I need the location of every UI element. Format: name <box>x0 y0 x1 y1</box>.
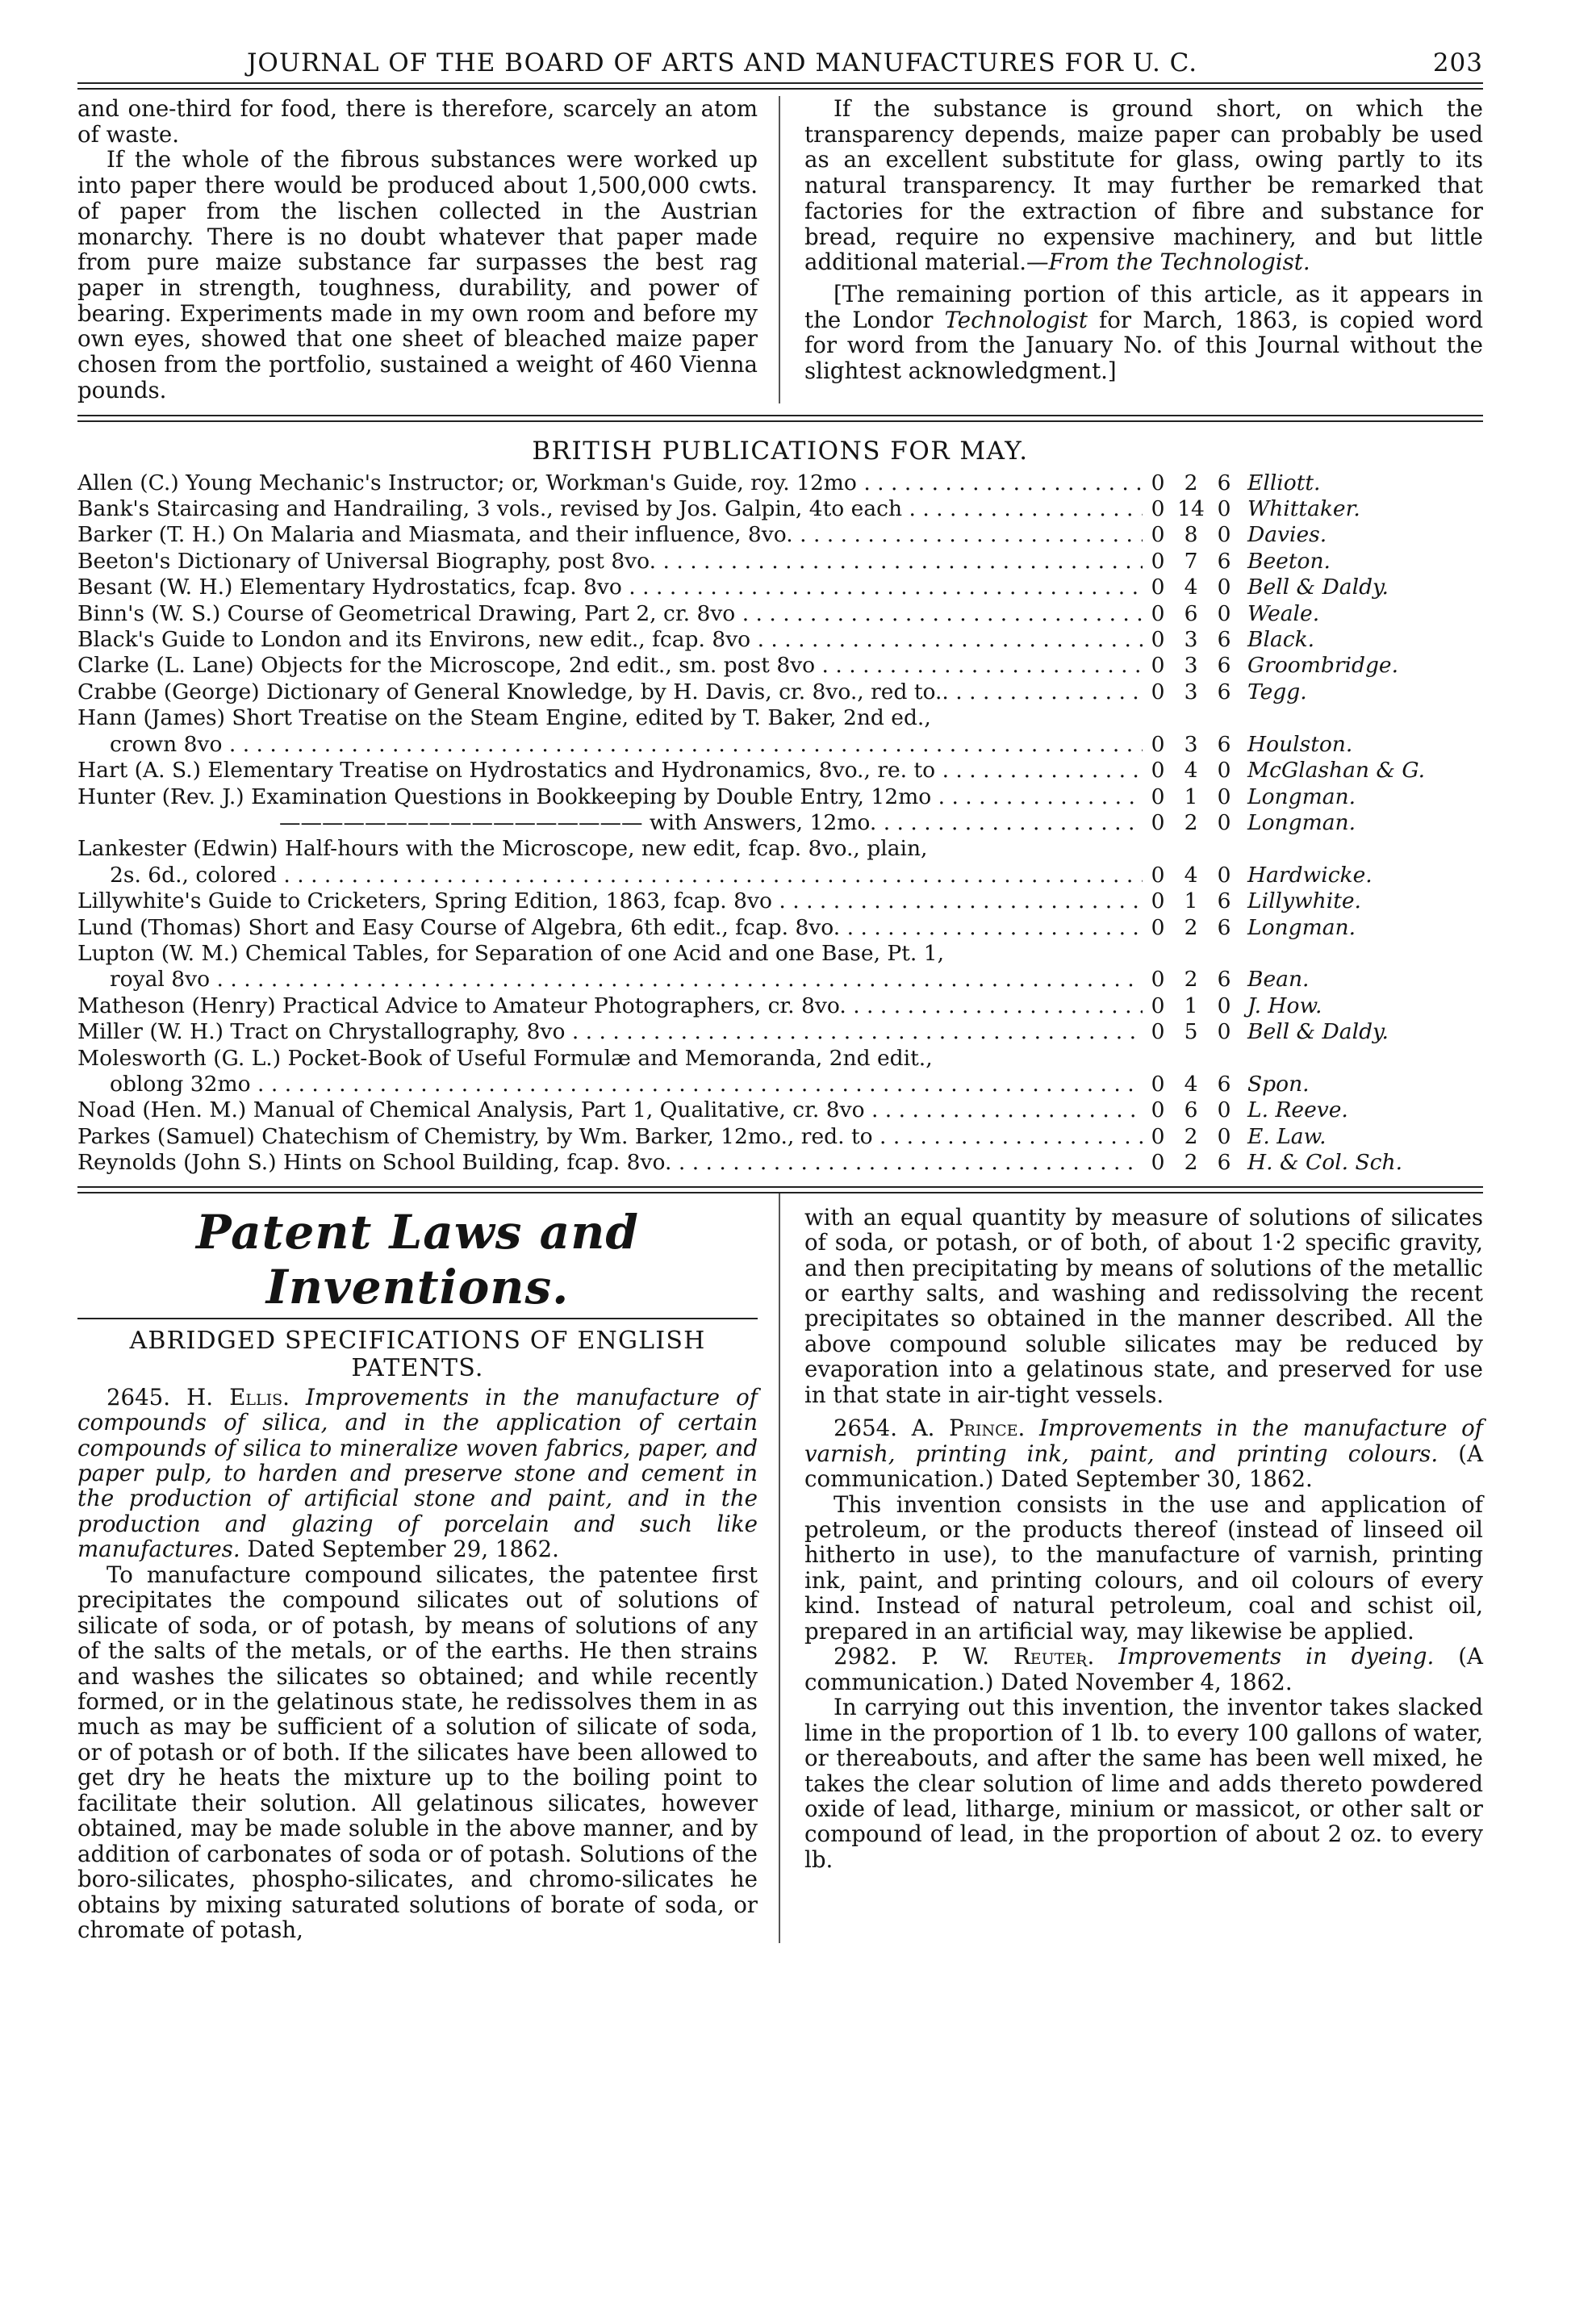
publisher-name: H. & Col. Sch. <box>1247 1150 1403 1176</box>
price-pence: 6 <box>1217 1150 1231 1176</box>
journal-title: JOURNAL OF THE BOARD OF ARTS AND MANUFACTURES FOR U. C. <box>247 48 1198 77</box>
publication-title: Matheson (Henry) Practical Advice to Amateur Photographers, cr. 8vo. . . . <box>77 993 1143 1019</box>
publisher-name <box>1239 1046 1247 1072</box>
patent-2654-heading: 2654. A. Prince. Improvements in the manufacture of varnish, printing ink, paint, and printing colours. (A communication.) Dated September 30, 1862. <box>804 1415 1483 1493</box>
patent-2645-continued: with an equal quantity by measure of solutions of silicates of soda, or potash, or of both, of about 1·2 specific gravity, and then precipitating by means of solutions of the metallic or earthy salts, and washing and redissolving the recent precipitates so obtained in the manner described. All the above compound soluble silicates may be reduced by evaporation into a gelatinous state, and preserved for use in that state in air-tight vessels. <box>804 1203 1483 1408</box>
price-shillings <box>1173 941 1209 967</box>
price-pence <box>1209 1046 1239 1072</box>
price-pounds: 0 <box>1151 1071 1165 1097</box>
publications-list <box>77 470 1483 1177</box>
publication-entry <box>77 863 1483 888</box>
price-shillings: 3 <box>1184 653 1198 679</box>
page-number: 203 <box>1432 48 1483 77</box>
price-pounds: 0 <box>1151 496 1165 522</box>
price-pounds: 0 <box>1151 809 1165 835</box>
publisher-name <box>1239 705 1247 731</box>
publication-title: Molesworth (G. L.) Pocket-Book of Useful Formulæ and Memoranda, 2nd edit., <box>77 1045 933 1071</box>
publication-title: Lund (Thomas) Short and Easy Course of Algebra, 6th edit., fcap. 8vo. . . . <box>77 915 1143 941</box>
publication-title: oblong 32mo . . . <box>77 1072 1143 1097</box>
patent-section-title: Patent Laws and Inventions. <box>196 1204 639 1315</box>
publication-entry <box>77 705 1483 731</box>
publication-title: Reynolds (John S.) Hints on School Building, fcap. 8vo. . . . <box>77 1150 1143 1176</box>
publications-heading: BRITISH PUBLICATIONS FOR MAY. <box>532 436 1029 466</box>
publication-entry <box>77 627 1483 653</box>
price-shillings: 2 <box>1184 914 1198 940</box>
article-paragraph: and one-third for food, there is therefore, scarcely an atom of waste. <box>77 95 758 148</box>
patents-subheading: ABRIDGED SPECIFICATIONS OF ENGLISH PATENTS. <box>129 1326 706 1383</box>
section-rule <box>77 415 1483 422</box>
price-shillings: 8 <box>1184 522 1198 548</box>
price-pounds <box>1143 941 1173 967</box>
price-pence: 0 <box>1217 496 1231 522</box>
price-pounds: 0 <box>1151 967 1165 993</box>
publication-entry <box>77 522 1483 548</box>
publication-title: Lillywhite's Guide to Cricketers, Spring Edition, 1863, fcap. 8vo . . . <box>77 888 1143 914</box>
publisher-name: Bell & Daldy. <box>1247 1019 1389 1045</box>
publication-entry <box>77 1019 1483 1045</box>
publication-entry <box>77 549 1483 575</box>
british-publications <box>77 437 1483 1177</box>
publication-title: Allen (C.) Young Mechanic's Instructor; or, Workman's Guide, roy. 12mo . . . <box>77 470 1143 496</box>
price-shillings: 5 <box>1184 1019 1198 1045</box>
publication-title: Miller (W. H.) Tract on Chrystallography, 8vo . . . <box>77 1019 1143 1045</box>
publisher-name: Spon. <box>1247 1071 1310 1097</box>
price-shillings: 2 <box>1184 1123 1198 1149</box>
price-pence: 0 <box>1217 1019 1231 1045</box>
publisher-name: Hardwicke. <box>1247 862 1373 888</box>
publisher-name <box>1239 941 1247 967</box>
publication-entry <box>77 967 1483 993</box>
price-shillings: 4 <box>1184 758 1198 784</box>
price-pounds: 0 <box>1151 1097 1165 1123</box>
publication-title: crown 8vo . . . <box>77 732 1143 758</box>
editor-note: [The remaining portion of this article, as it appears in the Londor Technologist for March, 1863, is copied word for word from the January No. of this Journal without the slightest acknowledgment.] <box>804 281 1483 385</box>
price-shillings: 6 <box>1184 1097 1198 1123</box>
price-pence <box>1209 941 1239 967</box>
publication-entry <box>77 1097 1483 1123</box>
publication-title: Noad (Hen. M.) Manual of Chemical Analysis, Part 1, Qualitative, cr. 8vo . . . <box>77 1097 1143 1123</box>
publication-title: Barker (T. H.) On Malaria and Miasmata, and their influence, 8vo. . . . <box>77 522 1143 548</box>
maize-paper-article <box>77 96 1483 403</box>
section-rule <box>77 1186 1483 1193</box>
price-pounds <box>1143 1046 1173 1072</box>
price-pounds: 0 <box>1151 1123 1165 1149</box>
publication-title: royal 8vo . . . <box>77 967 1143 993</box>
publisher-name: Longman. <box>1247 809 1356 835</box>
publisher-name: Lillywhite. <box>1247 888 1361 914</box>
patent-right-column <box>780 1193 1483 1943</box>
price-pounds: 0 <box>1151 993 1165 1018</box>
price-pence: 6 <box>1217 548 1231 574</box>
title-rule <box>77 1318 758 1319</box>
price-pounds: 0 <box>1151 758 1165 784</box>
price-pence: 0 <box>1217 758 1231 784</box>
price-shillings: 7 <box>1184 548 1198 574</box>
publication-entry <box>77 784 1483 810</box>
price-shillings <box>1173 1046 1209 1072</box>
article-left-column <box>77 96 780 403</box>
publication-entry <box>77 915 1483 941</box>
price-pounds: 0 <box>1151 653 1165 679</box>
publisher-name: Weale. <box>1247 600 1320 626</box>
publisher-name <box>1239 836 1247 862</box>
price-pence <box>1209 836 1239 862</box>
publication-title: Binn's (W. S.) Course of Geometrical Drawing, Part 2, cr. 8vo . . . <box>77 601 1143 627</box>
publisher-name: E. Law. <box>1247 1123 1327 1149</box>
patent-2654-body: This invention consists in the use and application of petroleum, or the products thereof (instead of linseed oil hitherto in use), to the manufacture of varnish, printing ink, paint, and printing colours, and oil colours of every kind. Instead of natural petroleum, coal and schist oil, prepared in an artificial way, may likewise be applied. <box>804 1490 1483 1645</box>
patent-2645-body: To manufacture compound silicates, the patentee first precipitates the compound silicates out of solutions of silicate of soda, or of potash, by means of solutions of any of the salts of the metals, or of the earths. He then strains and washes the silicates so obtained; and while recently formed, or in the gelatinous state, he redissolves them in as much as may be sufficient of a solution of silicate of soda, or of potash or of both. If the silicates have been allowed to get dry he heats the mixture up to the boiling point to facilitate their solution. All gelatinous silicates, however obtained, may be made soluble in the above manner, and by addition of carbonates of soda or of potash. Solutions of the boro-silicates, phospho-silicates, and chromo-silicates he obtains by mixing saturated solutions of borate of soda, or chromate of potash, <box>77 1561 758 1944</box>
publication-entry <box>77 1072 1483 1097</box>
price-pence: 0 <box>1217 809 1231 835</box>
publication-entry <box>77 993 1483 1019</box>
price-pence: 6 <box>1217 888 1231 914</box>
price-pence <box>1209 705 1239 731</box>
patent-2982-body: In carrying out this invention, the inventor takes slacked lime in the proportion of 1 lb. to every 100 gallons of water, or thereabouts, and after the same has been well mixed, he takes the clear solution of lime and adds thereto powdered oxide of lead, litharge, minium or massicot, or other salt or compound of lead, in the proportion of about 2 oz. to every lb. <box>804 1694 1483 1873</box>
price-shillings <box>1173 836 1209 862</box>
publication-title: Lupton (W. M.) Chemical Tables, for Separation of one Acid and one Base, Pt. 1, <box>77 940 945 966</box>
header-rule <box>77 82 1483 90</box>
publication-title: Bank's Staircasing and Handrailing, 3 vols., revised by Jos. Galpin, 4to each . . . <box>77 496 1143 522</box>
price-pence: 6 <box>1217 731 1231 757</box>
publication-title: Hunter (Rev. J.) Examination Questions in Bookkeeping by Double Entry, 12mo . . . <box>77 784 1143 810</box>
publication-entry <box>77 810 1483 836</box>
publication-title: Black's Guide to London and its Environs, new edit., fcap. 8vo . . . <box>77 627 1143 653</box>
price-shillings: 2 <box>1184 470 1198 495</box>
publisher-name: Black. <box>1247 627 1315 653</box>
publication-title: Parkes (Samuel) Chatechism of Chemistry, by Wm. Barker, 12mo., red. to . . . <box>77 1124 1143 1150</box>
publication-entry <box>77 1046 1483 1072</box>
publication-entry <box>77 941 1483 967</box>
price-pence: 0 <box>1217 993 1231 1018</box>
price-pence: 6 <box>1217 653 1231 679</box>
publisher-name: Elliott. <box>1247 470 1321 495</box>
price-shillings: 2 <box>1184 809 1198 835</box>
publication-title: Clarke (L. Lane) Objects for the Microscope, 2nd edit., sm. post 8vo . . . <box>77 653 1143 679</box>
publication-entry <box>77 470 1483 496</box>
price-pounds: 0 <box>1151 627 1165 653</box>
patent-section <box>77 1193 1483 1943</box>
price-pence: 0 <box>1217 1123 1231 1149</box>
price-shillings: 4 <box>1184 862 1198 888</box>
price-shillings: 3 <box>1184 731 1198 757</box>
price-pounds: 0 <box>1151 470 1165 495</box>
price-pence: 6 <box>1217 1071 1231 1097</box>
article-paragraph: If the whole of the fibrous substances were worked up into paper there would be produced about 1,500,000 cwts. of paper from the lischen collected in the Austrian monarchy. There is no doubt whatever that paper made from pure maize substance far surpasses the best rag paper in strength, toughness, durability, and power of bearing. Experiments made in my own room and before my own eyes, showed that one sheet of bleached maize paper chosen from the portfolio, sustained a weight of 460 Vienna pounds. <box>77 146 758 403</box>
price-pounds: 0 <box>1151 575 1165 600</box>
publication-entry <box>77 1150 1483 1176</box>
price-pounds: 0 <box>1151 862 1165 888</box>
price-shillings: 6 <box>1184 600 1198 626</box>
publisher-name: Bean. <box>1247 967 1310 993</box>
publication-title: Besant (W. H.) Elementary Hydrostatics, fcap. 8vo . . . <box>77 575 1143 600</box>
price-shillings: 1 <box>1184 888 1198 914</box>
price-pounds <box>1143 836 1173 862</box>
price-pounds: 0 <box>1151 1019 1165 1045</box>
patent-2645-heading: 2645. H. Ellis. Improvements in the manufacture of compounds of silica, and in the application of certain compounds of silica to mineralize woven fabrics, paper, and paper pulp, to harden and preserve stone and cement in the production of artificial stone and paint, and in the production and glazing of porcelain and such like manufactures. Dated September 29, 1862. <box>77 1383 758 1563</box>
publisher-name: Longman. <box>1247 914 1356 940</box>
publication-title: Hann (James) Short Treatise on the Steam Engine, edited by T. Baker, 2nd ed., <box>77 705 931 731</box>
publication-entry <box>77 653 1483 679</box>
price-pence: 6 <box>1217 967 1231 993</box>
price-shillings: 4 <box>1184 1071 1198 1097</box>
article-right-column <box>780 96 1483 403</box>
price-pounds: 0 <box>1151 784 1165 809</box>
publication-entry <box>77 575 1483 600</box>
publisher-name: Bell & Daldy. <box>1247 575 1389 600</box>
price-shillings: 2 <box>1184 967 1198 993</box>
publisher-name: L. Reeve. <box>1247 1097 1348 1123</box>
price-pounds: 0 <box>1151 1150 1165 1176</box>
publisher-name: Tegg. <box>1247 679 1307 704</box>
price-pence: 6 <box>1217 679 1231 704</box>
price-shillings: 3 <box>1184 627 1198 653</box>
price-pounds: 0 <box>1151 522 1165 548</box>
price-shillings <box>1173 705 1209 731</box>
publication-entry <box>77 732 1483 758</box>
publisher-name: Beeton. <box>1247 548 1331 574</box>
running-header <box>77 48 1483 77</box>
publication-entry <box>77 888 1483 914</box>
price-pounds: 0 <box>1151 548 1165 574</box>
price-pence: 0 <box>1217 784 1231 809</box>
journal-page <box>77 48 1483 1943</box>
publication-title: Beeton's Dictionary of Universal Biography, post 8vo. . . . <box>77 549 1143 575</box>
price-pence: 6 <box>1217 627 1231 653</box>
publisher-name: Groombridge. <box>1247 653 1399 679</box>
price-pounds: 0 <box>1151 731 1165 757</box>
article-paragraph: If the substance is ground short, on which the transparency depends, maize paper can probably be used as an excellent substitute for glass, owing partly to its natural transparency. It may further be remarked that factories for the extraction of fibre and substance for bread, require no expensive machinery, and but little additional material.—From the Technologist. <box>804 95 1483 276</box>
price-pence: 0 <box>1217 522 1231 548</box>
patent-2982-heading: 2982. P. W. Reuteʀ. Improvements in dyeing. (A communication.) Dated November 4, 1862. <box>804 1643 1483 1695</box>
publication-entry <box>77 496 1483 522</box>
price-shillings: 1 <box>1184 784 1198 809</box>
price-pounds: 0 <box>1151 914 1165 940</box>
publication-title: ————————————————— with Answers, 12mo. . . . <box>77 810 1143 836</box>
publisher-name: Whittaker. <box>1247 496 1360 522</box>
publication-entry <box>77 601 1483 627</box>
price-pence: 0 <box>1217 1097 1231 1123</box>
publication-title: 2s. 6d., colored . . . <box>77 863 1143 888</box>
price-pence: 0 <box>1217 862 1231 888</box>
publisher-name: Longman. <box>1247 784 1356 809</box>
price-shillings: 4 <box>1184 575 1198 600</box>
price-pence: 0 <box>1217 600 1231 626</box>
price-shillings: 3 <box>1184 679 1198 704</box>
price-shillings: 14 <box>1177 496 1205 522</box>
publication-title: Hart (A. S.) Elementary Treatise on Hydrostatics and Hydronamics, 8vo., re. to . . . <box>77 758 1143 784</box>
patent-left-column <box>77 1193 780 1943</box>
publication-entry <box>77 679 1483 705</box>
price-shillings: 1 <box>1184 993 1198 1018</box>
publisher-name: McGlashan & G. <box>1247 758 1426 784</box>
price-pence: 6 <box>1217 470 1231 495</box>
publisher-name: Houlston. <box>1247 731 1353 757</box>
publication-title: Crabbe (George) Dictionary of General Knowledge, by H. Davis, cr. 8vo., red to.. . . . <box>77 679 1143 705</box>
price-pounds: 0 <box>1151 888 1165 914</box>
price-pounds: 0 <box>1151 600 1165 626</box>
publication-entry <box>77 1124 1483 1150</box>
price-pounds <box>1143 705 1173 731</box>
price-pounds: 0 <box>1151 679 1165 704</box>
article-source: From the Technologist. <box>1048 249 1310 276</box>
publication-entry <box>77 836 1483 862</box>
price-shillings: 2 <box>1184 1150 1198 1176</box>
publisher-name: J. How. <box>1247 993 1322 1018</box>
publication-entry <box>77 758 1483 784</box>
price-pence: 0 <box>1217 575 1231 600</box>
publication-title: Lankester (Edwin) Half-hours with the Microscope, new edit, fcap. 8vo., plain, <box>77 836 928 862</box>
publisher-name: Davies. <box>1247 522 1327 548</box>
price-pence: 6 <box>1217 914 1231 940</box>
